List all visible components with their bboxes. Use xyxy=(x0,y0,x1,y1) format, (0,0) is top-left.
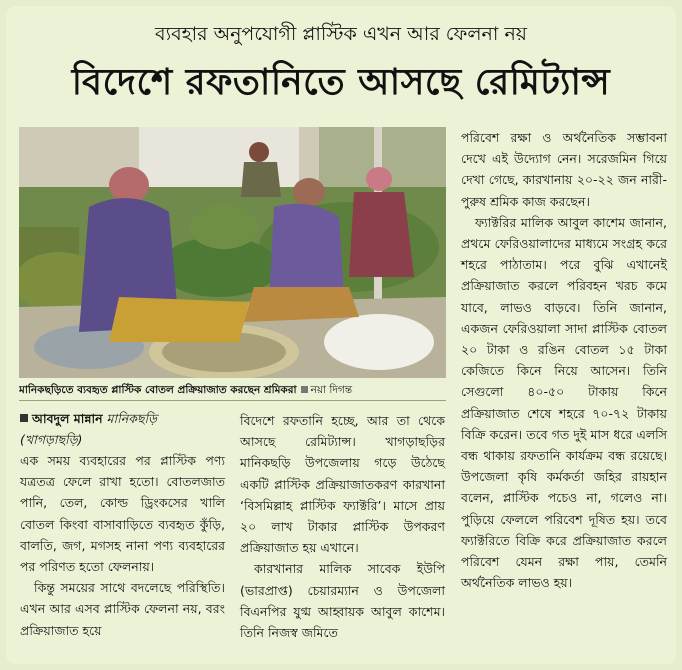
paragraph: কারখানার মালিক সাবেক ইউপি (ভারপ্রাপ্ত) চেয়ারম্যান ও উপজেলা বিএনপির যুগ্ম আহ্বায়ক আবুল কাশেম। তিনি নিজস্ব জমিতে xyxy=(240,561,445,641)
caption-text: মানিকছড়িতে ব্যবহৃত প্লাস্টিক বোতল প্রক্রিয়াজাত করছেন শ্রমিকরা xyxy=(19,384,297,396)
photo-caption xyxy=(19,380,446,401)
byline-district: (খাগড়াছড়ি) xyxy=(20,432,83,447)
paragraph: বিদেশে রফতানি হচ্ছে, আর তা থেকে আসছে রেমিট্যান্স। খাগড়াছড়ির মানিকছড়ি উপজেলায় গড়ে উঠেছে একটি প্লাস্টিক প্রক্রিয়াজাতকরণ কারখানা ‘বিসমিল্লাহ প্লাস্টিক ফ্যাক্টরি’। মাসে প্রায় ২০ লাখ টাকার প্লাস্টিক উপকরণ প্রক্রিয়াজাত হয় এখানে। xyxy=(240,413,445,556)
author-name: আবদুল মান্নান xyxy=(32,411,103,426)
photo-credit: নয়া দিগন্ত xyxy=(310,384,353,396)
article-column-2 xyxy=(240,410,445,643)
article-column-3 xyxy=(461,127,667,593)
paragraph: পরিবেশ রক্ষা ও অর্থনৈতিক সম্ভাবনা দেখে এই উদ্যোগ নেন। সরেজমিন গিয়ে দেখা গেছে, কারখানায় ২০-২২ জন নারী-পুরুষ শ্রমিক কাজ করছেন। xyxy=(461,130,667,209)
paragraph: ফ্যাক্টরির মালিক আবুল কাশেম জানান, প্রথমে ফেরিওয়ালাদের মাধ্যমে সংগ্রহ করে শহরে পাঠাতাম। পরে বুঝি এখানেই প্রক্রিয়াজাত করলে পরিবহন খরচ কমে যাবে, লাভও বাড়বে। তিনি জানান, একজন ফেরিওয়ালা সাদা প্লাস্টিক বোতল ২০ টাকা ও রঙিন বোতল ১৫ টাকা কেজিতে কিনে নিয়ে আসেন। তিনি সেগুলো ৪০-৫০ টাকায় কিনে প্রক্রিয়াজাত শেষে শহরে ৭০-৭২ টাকায় বিক্রি করেন। তবে গত দুই মাস ধরে এলসি বন্ধ থাকায় রফতানি কার্যক্রম বন্ধ রয়েছে। উপজেলা কৃষি কর্মকর্তা জহির রায়হান বলেন, প্লাস্টিক পচেও না, গলেও না। পুড়িয়ে ফেললে পরিবেশ দূষিত হয়। তবে ফ্যাক্টরিতে বিক্রি করে প্রক্রিয়াজাত করলে পরিবেশ যেমন রক্ষা পায়, তেমনি অর্থনৈতিক লাভও হয়। xyxy=(461,214,667,591)
caption-separator-square xyxy=(301,386,308,393)
paragraph: এক সময় ব্যবহারের পর প্লাস্টিক পণ্য যত্রতত্র ফেলে রাখা হতো। বোতলজাত পানি, তেল, কোল্ড ড্রিংকসের খালি বোতল কিংবা বাসাবাড়িতে ব্যবহৃত কুঁড়ি, বালতি, জগ, মগসহ নানা পণ্য ব্যবহারের পর পরিণত হতো ফেলনায়। xyxy=(20,453,225,575)
article-photo xyxy=(19,127,446,378)
paragraph: কিন্তু সময়ের সাথে বদলেছে পরিস্থিতি। এখন আর এসব প্লাস্টিক ফেলনা নয়, বরং প্রক্রিয়াজাত হয়ে xyxy=(20,580,225,638)
byline-square-icon xyxy=(20,414,28,422)
newspaper-clipping xyxy=(6,6,676,664)
main-headline: বিদেশে রফতানিতে আসছে রেমিট্যান্স xyxy=(71,62,611,103)
byline-place: মানিকছড়ি xyxy=(106,411,157,426)
article-column-1 xyxy=(20,408,225,641)
workers-sorting-plastic-illustration xyxy=(19,127,446,378)
byline xyxy=(20,408,225,450)
kicker-headline: ব্যবহার অনুপযোগী প্লাস্টিক এখন আর ফেলনা নয় xyxy=(155,23,527,45)
